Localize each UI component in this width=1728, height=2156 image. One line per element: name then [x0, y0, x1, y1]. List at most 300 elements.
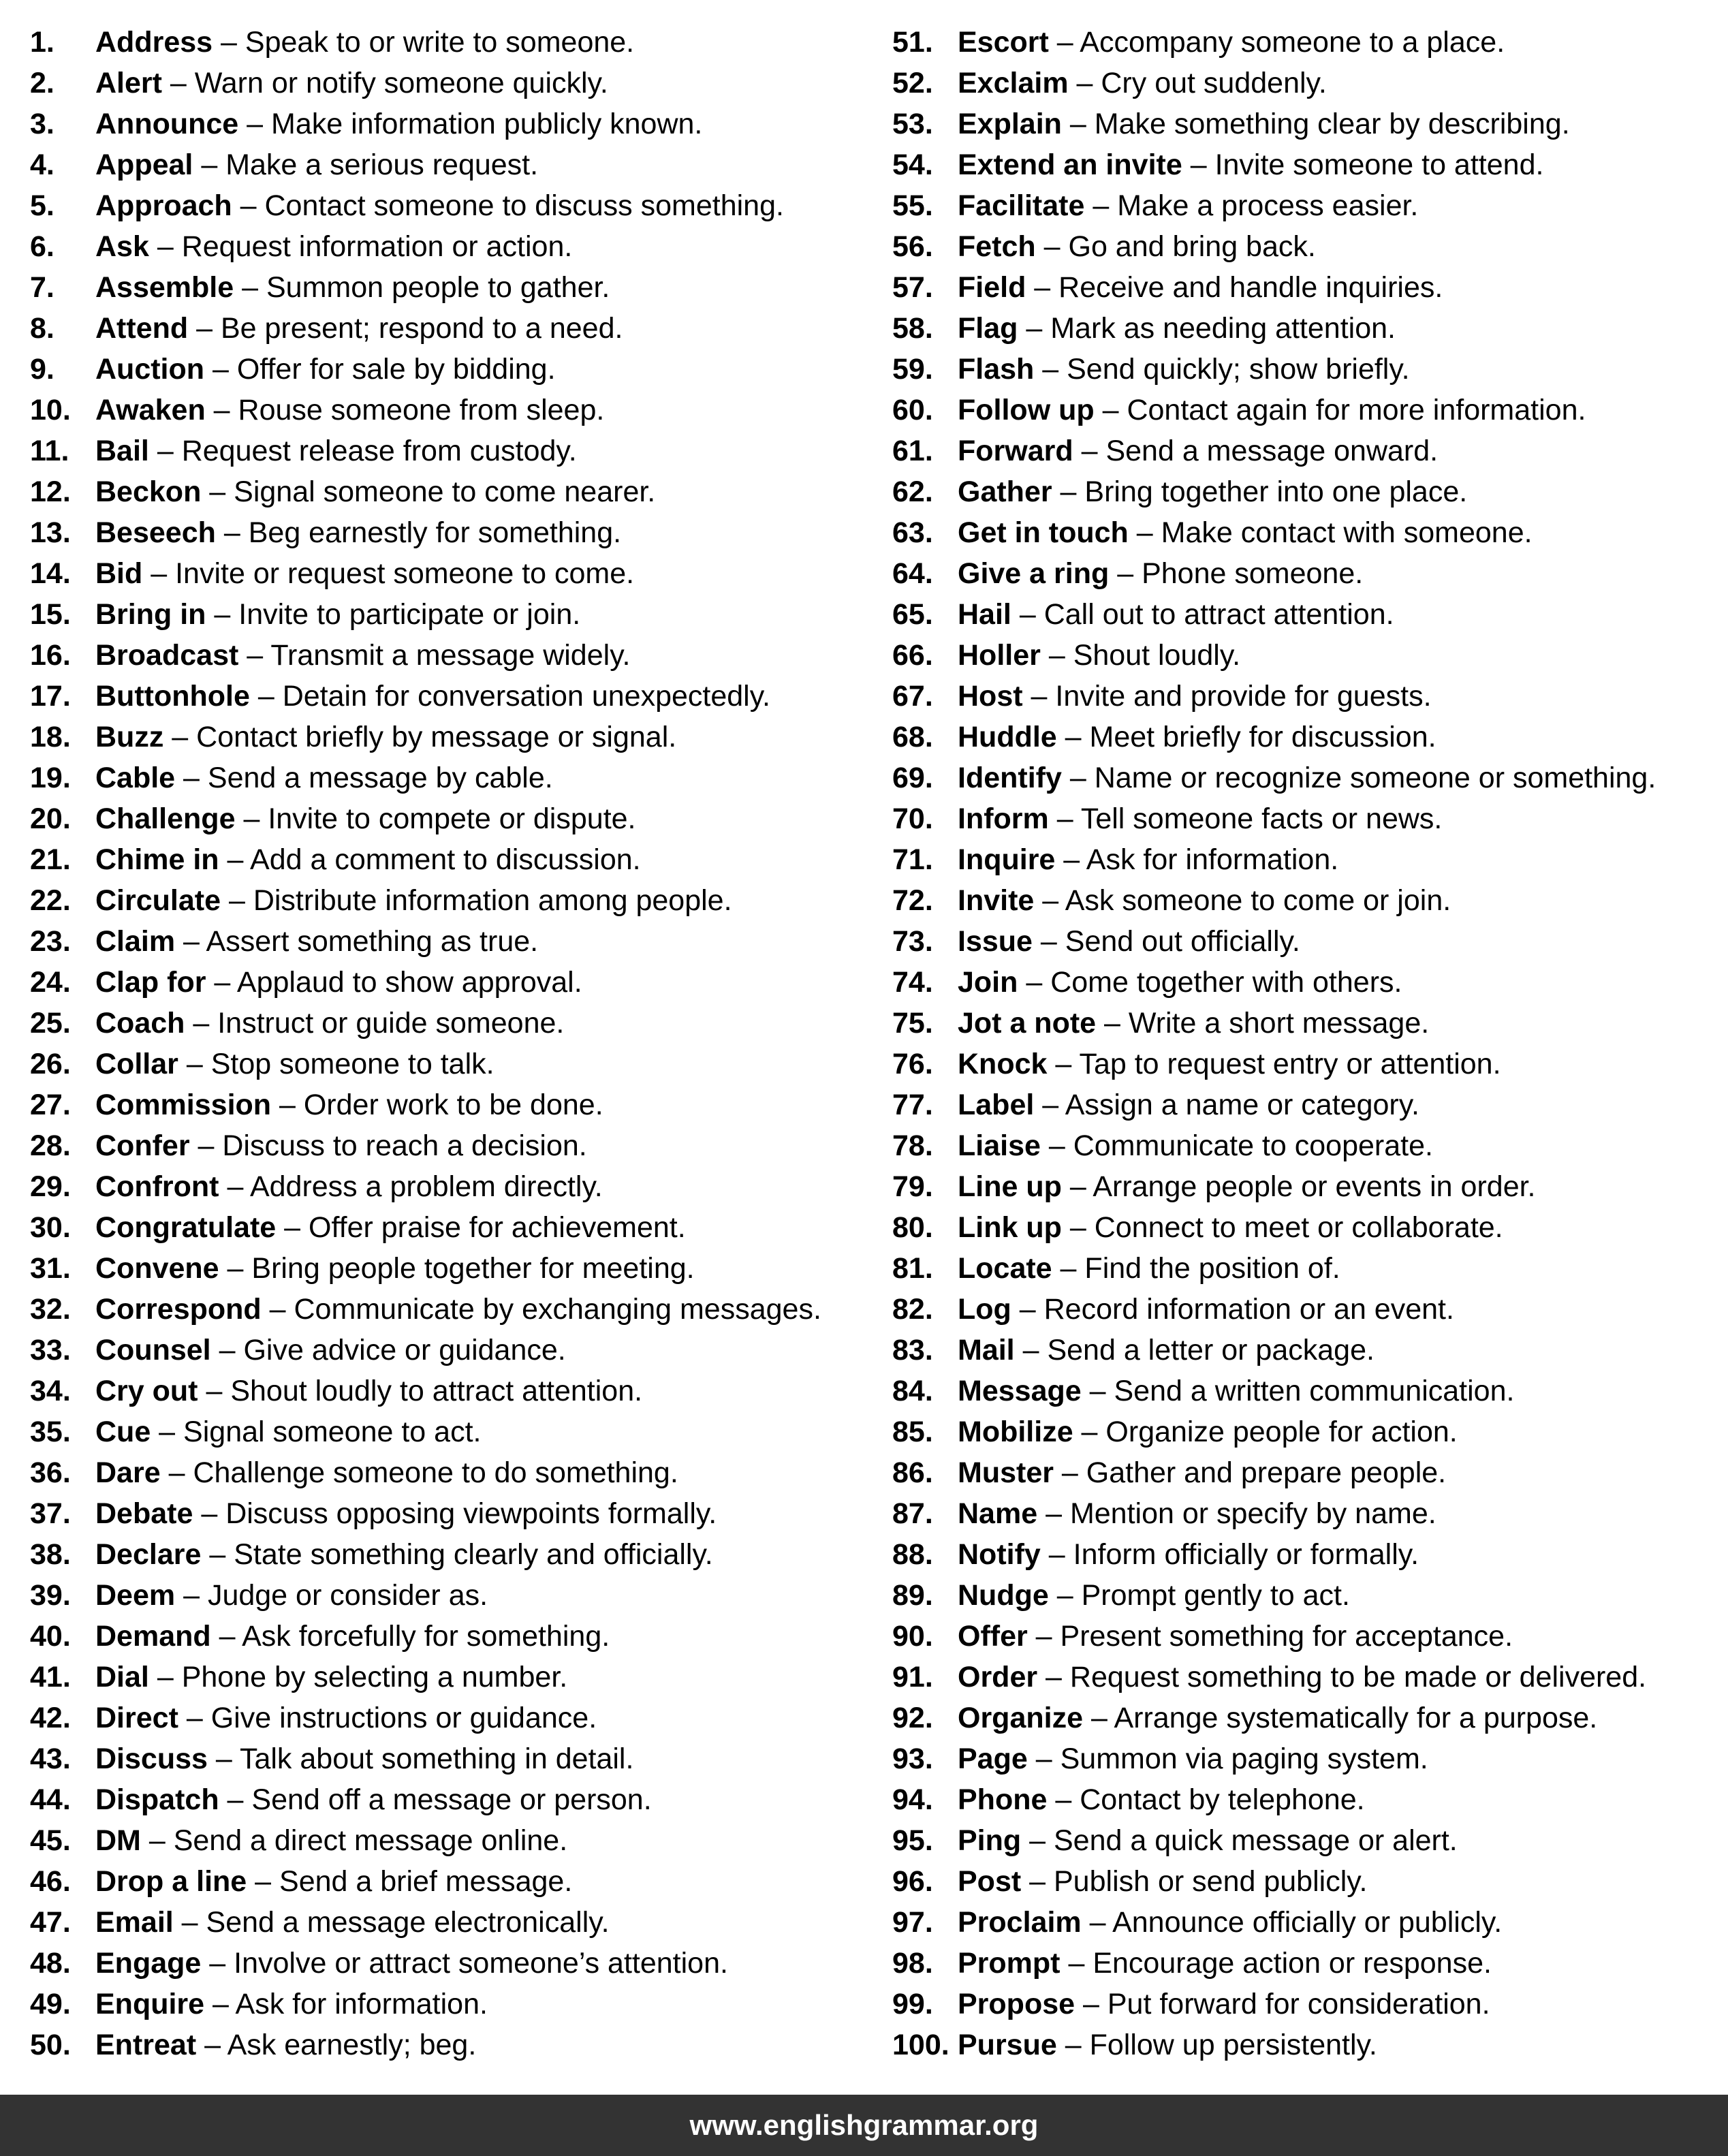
list-item — [30, 1330, 868, 1371]
item-definition: Transmit a message widely. — [270, 639, 631, 672]
item-term: Bring in — [95, 598, 206, 631]
item-term: Name — [958, 1497, 1038, 1530]
list-item — [30, 431, 868, 471]
list-item — [30, 553, 868, 594]
item-dash: – — [175, 1579, 208, 1612]
list-item — [892, 267, 1723, 308]
item-definition: Accompany someone to a place. — [1080, 26, 1505, 59]
list-item — [892, 1044, 1723, 1084]
item-entry — [958, 1493, 1436, 1534]
item-entry — [958, 1248, 1340, 1289]
item-definition: Tell someone facts or news. — [1080, 802, 1443, 835]
item-term: Ping — [958, 1824, 1022, 1857]
item-number: 84. — [892, 1375, 933, 1407]
item-dash: – — [1055, 843, 1086, 876]
item-term: Fetch — [958, 230, 1036, 263]
item-dash: – — [1011, 598, 1044, 631]
item-number: 73. — [892, 925, 933, 958]
item-entry — [95, 1371, 642, 1411]
item-dash: – — [1018, 966, 1051, 999]
item-term: Link up — [958, 1211, 1062, 1244]
item-definition: Invite to participate or join. — [238, 598, 581, 631]
item-dash: – — [1048, 802, 1081, 835]
list-item — [892, 1125, 1723, 1166]
item-definition: Assert something as true. — [206, 925, 539, 958]
item-entry — [95, 676, 770, 717]
item-term: Facilitate — [958, 189, 1085, 222]
item-dash: – — [1014, 1334, 1048, 1366]
list-item — [30, 1575, 868, 1616]
item-number: 93. — [892, 1743, 933, 1775]
item-number: 94. — [892, 1783, 933, 1816]
item-term: Forward — [958, 435, 1073, 467]
item-definition: Send a written communication. — [1114, 1375, 1515, 1407]
item-term: Cable — [95, 762, 176, 794]
item-number: 39. — [30, 1579, 71, 1612]
item-term: Line up — [958, 1170, 1062, 1203]
list-item — [892, 757, 1723, 798]
item-dash: – — [178, 1048, 211, 1080]
item-definition: Make contact with someone. — [1161, 516, 1533, 549]
item-definition: Make information publicly known. — [271, 108, 703, 140]
list-item — [892, 1371, 1723, 1411]
item-dash: – — [1047, 1783, 1080, 1816]
footer-url[interactable]: www.englishgrammar.org — [689, 2109, 1039, 2141]
item-number: 66. — [892, 639, 933, 672]
list-item — [892, 839, 1723, 880]
item-dash: – — [1052, 475, 1085, 508]
item-definition: Address a problem directly. — [249, 1170, 603, 1203]
item-entry — [958, 1207, 1503, 1248]
item-definition: Give instructions or guidance. — [210, 1702, 597, 1734]
item-number: 91. — [892, 1661, 933, 1693]
item-term: Phone — [958, 1783, 1048, 1816]
item-term: Cue — [95, 1416, 151, 1448]
item-number: 34. — [30, 1375, 71, 1407]
list-item — [30, 63, 868, 104]
list-item — [30, 1493, 868, 1534]
item-entry — [958, 349, 1410, 390]
list-item — [30, 1084, 868, 1125]
item-number: 7. — [30, 271, 54, 304]
list-item — [30, 185, 868, 226]
item-definition: Phone by selecting a number. — [181, 1661, 568, 1693]
item-dash: – — [193, 1497, 226, 1530]
item-number: 35. — [30, 1416, 71, 1448]
item-term: Debate — [95, 1497, 193, 1530]
item-dash: – — [1056, 721, 1090, 753]
item-term: Prompt — [958, 1947, 1061, 1980]
item-number: 19. — [30, 762, 71, 794]
item-number: 4. — [30, 149, 54, 181]
item-dash: – — [163, 721, 197, 753]
item-number: 62. — [892, 475, 933, 508]
item-entry — [95, 431, 577, 471]
item-term: Cry out — [95, 1375, 198, 1407]
list-item — [892, 104, 1723, 144]
item-dash: – — [1027, 1620, 1061, 1653]
item-number: 76. — [892, 1048, 933, 1080]
item-entry — [958, 1452, 1446, 1493]
item-definition: Bring together into one place. — [1084, 475, 1468, 508]
item-number: 83. — [892, 1334, 933, 1366]
list-item — [30, 1411, 868, 1452]
list-item — [892, 1657, 1723, 1698]
item-dash: – — [1011, 1293, 1044, 1326]
item-entry — [95, 1984, 488, 2025]
item-definition: Record information or an event. — [1043, 1293, 1454, 1326]
item-entry — [958, 553, 1363, 594]
item-dash: – — [219, 843, 251, 876]
list-item — [30, 1125, 868, 1166]
item-entry — [95, 104, 702, 144]
list-item — [30, 1820, 868, 1861]
item-definition: Discuss to reach a decision. — [222, 1129, 587, 1162]
item-term: Address — [95, 26, 213, 59]
item-dash: – — [249, 680, 283, 713]
item-entry — [958, 1984, 1490, 2025]
item-term: Propose — [958, 1988, 1075, 2020]
list-item — [30, 1534, 868, 1575]
item-dash: – — [207, 1743, 240, 1775]
item-term: DM — [95, 1824, 141, 1857]
item-number: 63. — [892, 516, 933, 549]
item-number: 28. — [30, 1129, 71, 1162]
item-definition: Mark as needing attention. — [1050, 312, 1396, 345]
item-number: 78. — [892, 1129, 933, 1162]
item-definition: Rouse someone from sleep. — [238, 394, 605, 426]
list-item — [892, 594, 1723, 635]
item-dash: – — [247, 1865, 280, 1898]
item-dash: – — [215, 516, 249, 549]
item-number: 24. — [30, 966, 71, 999]
item-dash: – — [1034, 1089, 1065, 1121]
list-item — [30, 798, 868, 839]
item-dash: – — [1060, 1947, 1093, 1980]
item-dash: – — [1061, 1170, 1093, 1203]
item-definition: Involve or attract someone’s attention. — [234, 1947, 728, 1980]
item-number: 17. — [30, 680, 71, 713]
item-entry — [958, 1779, 1365, 1820]
item-dash: – — [1061, 1211, 1095, 1244]
item-term: Knock — [958, 1048, 1048, 1080]
item-definition: Discuss opposing viewpoints formally. — [225, 1497, 717, 1530]
item-term: Chime in — [95, 843, 219, 876]
item-entry — [95, 717, 676, 757]
item-term: Counsel — [95, 1334, 211, 1366]
item-definition: Gather and prepare people. — [1086, 1456, 1447, 1489]
item-entry — [958, 471, 1467, 512]
item-entry — [95, 1943, 728, 1984]
item-entry — [958, 676, 1432, 717]
item-term: Discuss — [95, 1743, 208, 1775]
item-number: 98. — [892, 1947, 933, 1980]
item-number: 46. — [30, 1865, 71, 1898]
item-number: 5. — [30, 189, 54, 222]
item-term: Clap for — [95, 966, 206, 999]
item-number: 50. — [30, 2029, 71, 2061]
item-entry — [95, 1534, 713, 1575]
item-entry — [958, 185, 1418, 226]
item-definition: Invite or request someone to come. — [175, 557, 635, 590]
item-definition: Request release from custody. — [181, 435, 577, 467]
item-dash: – — [151, 1416, 184, 1448]
item-number: 82. — [892, 1293, 933, 1326]
item-definition: Write a short message. — [1128, 1007, 1430, 1040]
item-number: 70. — [892, 802, 933, 835]
item-definition: Send a message onward. — [1105, 435, 1439, 467]
item-definition: Follow up persistently. — [1089, 2029, 1377, 2061]
item-entry — [958, 63, 1327, 104]
item-term: Extend an invite — [958, 149, 1182, 181]
item-definition: Tap to request entry or attention. — [1079, 1048, 1501, 1080]
list-item — [30, 1044, 868, 1084]
list-item — [30, 144, 868, 185]
item-entry — [95, 512, 621, 553]
list-item — [892, 63, 1723, 104]
item-term: Field — [958, 271, 1026, 304]
list-item — [30, 839, 868, 880]
list-item — [30, 676, 868, 717]
item-entry — [95, 594, 580, 635]
list-item — [892, 1534, 1723, 1575]
item-definition: Make a serious request. — [225, 149, 539, 181]
item-entry — [958, 880, 1451, 921]
item-number: 92. — [892, 1702, 933, 1734]
item-term: Dial — [95, 1661, 149, 1693]
item-entry — [95, 1248, 695, 1289]
item-dash: – — [1075, 1988, 1108, 2020]
item-term: Awaken — [95, 394, 206, 426]
item-entry — [95, 880, 732, 921]
list-item — [892, 390, 1723, 431]
list-item — [30, 2025, 868, 2065]
item-term: Log — [958, 1293, 1011, 1326]
list-item — [30, 1984, 868, 2025]
item-definition: Receive and handle inquiries. — [1058, 271, 1443, 304]
item-definition: Applaud to show approval. — [236, 966, 582, 999]
item-entry — [95, 1902, 610, 1943]
item-term: Order — [958, 1661, 1038, 1693]
item-definition: Send a brief message. — [279, 1865, 573, 1898]
item-dash: – — [148, 435, 182, 467]
item-definition: Bring people together for meeting. — [251, 1252, 695, 1285]
item-dash: – — [1073, 1416, 1106, 1448]
item-entry — [95, 1003, 564, 1044]
item-term: Nudge — [958, 1579, 1049, 1612]
item-definition: Phone someone. — [1142, 557, 1364, 590]
item-entry — [95, 1698, 597, 1738]
item-dash: – — [1032, 925, 1065, 958]
item-number: 48. — [30, 1947, 71, 1980]
item-term: Bail — [95, 435, 149, 467]
item-dash: – — [1048, 26, 1080, 59]
item-term: Approach — [95, 189, 232, 222]
item-dash: – — [204, 1988, 236, 2020]
item-entry — [95, 1084, 603, 1125]
item-dash: – — [188, 312, 221, 345]
item-dash: – — [1182, 149, 1215, 181]
item-term: Alert — [95, 67, 162, 99]
item-number: 88. — [892, 1538, 933, 1571]
item-definition: Be present; respond to a need. — [220, 312, 623, 345]
list-item — [892, 717, 1723, 757]
item-number: 47. — [30, 1906, 71, 1939]
item-term: Invite — [958, 884, 1035, 917]
item-term: Confer — [95, 1129, 190, 1162]
item-definition: Summon people to gather. — [266, 271, 610, 304]
item-number: 54. — [892, 149, 933, 181]
list-item — [30, 635, 868, 676]
item-dash: – — [1048, 1579, 1082, 1612]
item-number: 64. — [892, 557, 933, 590]
item-dash: – — [1084, 189, 1118, 222]
list-item — [30, 1248, 868, 1289]
list-item — [892, 1902, 1723, 1943]
item-entry — [958, 2025, 1377, 2065]
item-term: Correspond — [95, 1293, 262, 1326]
item-entry — [95, 308, 623, 349]
item-entry — [958, 1902, 1502, 1943]
item-number: 3. — [30, 108, 54, 140]
item-term: Direct — [95, 1702, 178, 1734]
item-definition: Make a process easier. — [1117, 189, 1419, 222]
item-definition: Stop someone to talk. — [210, 1048, 494, 1080]
item-dash: – — [1128, 516, 1161, 549]
list-item — [892, 144, 1723, 185]
item-definition: Name or recognize someone or something. — [1094, 762, 1656, 794]
item-dash: – — [238, 108, 272, 140]
item-entry — [95, 267, 610, 308]
item-entry — [958, 798, 1442, 839]
item-definition: Judge or consider as. — [207, 1579, 488, 1612]
item-dash: – — [161, 67, 195, 99]
item-term: Liaise — [958, 1129, 1041, 1162]
item-term: Get in touch — [958, 516, 1129, 549]
list-item — [892, 553, 1723, 594]
item-entry — [95, 1738, 633, 1779]
item-term: Exclaim — [958, 67, 1069, 99]
item-definition: Send a direct message online. — [173, 1824, 568, 1857]
item-number: 37. — [30, 1497, 71, 1530]
item-term: Huddle — [958, 721, 1057, 753]
item-definition: Ask someone to come or join. — [1065, 884, 1451, 917]
list-item — [892, 431, 1723, 471]
item-dash: – — [232, 189, 265, 222]
item-definition: Shout loudly to attract attention. — [230, 1375, 643, 1407]
item-term: Join — [958, 966, 1018, 999]
item-definition: Signal someone to act. — [183, 1416, 482, 1448]
item-term: Deem — [95, 1579, 176, 1612]
item-number: 51. — [892, 26, 933, 59]
item-number: 96. — [892, 1865, 933, 1898]
item-term: Give a ring — [958, 557, 1110, 590]
item-definition: Ask for information. — [1086, 843, 1339, 876]
item-term: Confront — [95, 1170, 219, 1203]
item-dash: – — [238, 639, 271, 672]
item-term: Explain — [958, 108, 1062, 140]
item-dash: – — [219, 1170, 250, 1203]
item-dash: – — [1022, 680, 1056, 713]
item-definition: Publish or send publicly. — [1054, 1865, 1368, 1898]
item-term: Circulate — [95, 884, 221, 917]
item-number: 14. — [30, 557, 71, 590]
item-entry — [95, 1125, 587, 1166]
item-number: 18. — [30, 721, 71, 753]
item-definition: Communicate by exchanging messages. — [294, 1293, 821, 1326]
item-number: 97. — [892, 1906, 933, 1939]
item-term: Buzz — [95, 721, 164, 753]
list-item — [30, 1698, 868, 1738]
item-number: 81. — [892, 1252, 933, 1285]
item-number: 40. — [30, 1620, 71, 1653]
list-item — [892, 2025, 1723, 2065]
item-definition: Invite to compete or dispute. — [268, 802, 636, 835]
item-number: 15. — [30, 598, 71, 631]
item-definition: Contact by telephone. — [1080, 1783, 1365, 1816]
item-term: Organize — [958, 1702, 1083, 1734]
item-number: 85. — [892, 1416, 933, 1448]
item-term: Engage — [95, 1947, 202, 1980]
item-dash: – — [1068, 67, 1101, 99]
item-entry — [958, 757, 1656, 798]
item-term: Follow up — [958, 394, 1095, 426]
list-item — [30, 757, 868, 798]
item-term: Drop a line — [95, 1865, 247, 1898]
item-number: 56. — [892, 230, 933, 263]
list-item — [892, 226, 1723, 267]
item-entry — [958, 226, 1316, 267]
item-entry — [958, 1738, 1428, 1779]
item-term: Collar — [95, 1048, 178, 1080]
item-entry — [95, 1411, 481, 1452]
list-item — [892, 1616, 1723, 1657]
item-entry — [95, 185, 784, 226]
list-item — [30, 1003, 868, 1044]
item-number: 87. — [892, 1497, 933, 1530]
item-entry — [95, 1820, 567, 1861]
item-number: 77. — [892, 1089, 933, 1121]
item-entry — [958, 962, 1402, 1003]
item-dash: – — [1037, 1661, 1070, 1693]
item-dash: – — [1056, 2029, 1090, 2061]
item-number: 20. — [30, 802, 71, 835]
left-column — [30, 22, 868, 2065]
item-term: Inquire — [958, 843, 1056, 876]
item-term: Locate — [958, 1252, 1052, 1285]
item-definition: Present something for acceptance. — [1060, 1620, 1513, 1653]
item-number: 61. — [892, 435, 933, 467]
item-definition: Offer for sale by bidding. — [236, 353, 556, 386]
item-dash: – — [201, 1947, 234, 1980]
item-definition: Go and bring back. — [1068, 230, 1316, 263]
item-dash: – — [1061, 762, 1095, 794]
list-item — [892, 1248, 1723, 1289]
item-term: Mail — [958, 1334, 1015, 1366]
item-term: Coach — [95, 1007, 185, 1040]
item-definition: Arrange people or events in order. — [1093, 1170, 1536, 1203]
item-number: 12. — [30, 475, 71, 508]
item-definition: Beg earnestly for something. — [248, 516, 622, 549]
item-dash: – — [276, 1211, 309, 1244]
item-dash: – — [235, 802, 268, 835]
item-dash: – — [178, 1702, 211, 1734]
item-number: 25. — [30, 1007, 71, 1040]
list-item — [892, 512, 1723, 553]
item-definition: Cry out suddenly. — [1101, 67, 1327, 99]
item-entry — [95, 1861, 572, 1902]
item-dash: – — [1018, 312, 1051, 345]
